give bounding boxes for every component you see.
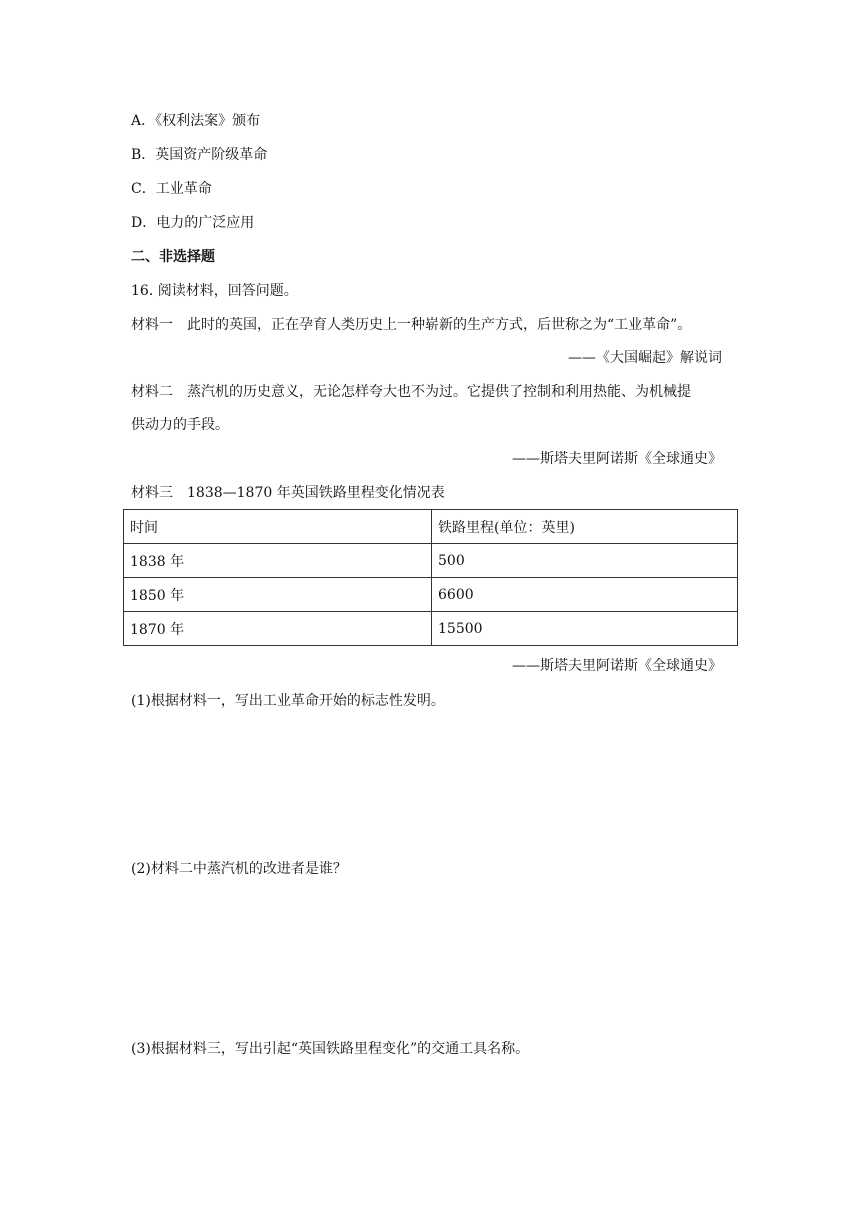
sub-question-1: (1)根据材料一，写出工业革命开始的标志性发明。 xyxy=(131,693,445,709)
table-cell: 15500 xyxy=(432,612,738,646)
table-cell: 1838 年 xyxy=(124,544,432,578)
table-header-cell: 时间 xyxy=(124,510,432,544)
option-text: 工业革命 xyxy=(155,181,212,197)
material-2-source: ——斯塔夫里阿诺斯《全球通史》 xyxy=(512,451,722,467)
option-letter: B． xyxy=(131,147,156,163)
table-row xyxy=(124,578,738,612)
table-cell: 1850 年 xyxy=(124,578,432,612)
sub-question-3: (3)根据材料三，写出引起“英国铁路里程变化”的交通工具名称。 xyxy=(131,1041,530,1057)
material-2-line-2: 供动力的手段。 xyxy=(131,417,229,433)
option-text: 《权利法案》颁布 xyxy=(155,113,261,129)
option-d xyxy=(131,213,254,233)
question-stem: 16. 阅读材料，回答问题。 xyxy=(131,283,298,299)
table-cell: 1870 年 xyxy=(124,612,432,646)
option-letter: D． xyxy=(131,215,157,231)
table-cell: 500 xyxy=(432,544,738,578)
option-letter: A． xyxy=(131,113,156,129)
section-title: 二、非选择题 xyxy=(131,249,215,265)
material-1: 材料一 此时的英国，正在孕育人类历史上一种崭新的生产方式，后世称之为“工业革命”。 xyxy=(131,317,692,333)
option-letter: C． xyxy=(131,181,156,197)
material-2-line-1: 材料二 蒸汽机的历史意义，无论怎样夸大也不为过。它提供了控制和利用热能、为机械提 xyxy=(131,384,691,400)
sub-question-2: (2)材料二中蒸汽机的改进者是谁？ xyxy=(131,861,347,877)
option-text: 英国资产阶级革命 xyxy=(155,147,268,163)
material-3-title: 材料三 1838—1870 年英国铁路里程变化情况表 xyxy=(131,485,445,501)
option-a xyxy=(131,111,260,131)
railway-mileage-table xyxy=(123,509,738,646)
option-text: 电力的广泛应用 xyxy=(156,215,255,231)
table-row xyxy=(124,612,738,646)
material-1-source: ——《大国崛起》解说词 xyxy=(568,350,722,366)
material-3-source: ——斯塔夫里阿诺斯《全球通史》 xyxy=(512,658,722,674)
table-row xyxy=(124,544,738,578)
option-c xyxy=(131,179,212,199)
table-header-cell: 铁路里程(单位：英里) xyxy=(432,510,738,544)
table-cell: 6600 xyxy=(432,578,738,612)
table-header-row xyxy=(124,510,738,544)
option-b xyxy=(131,145,267,165)
